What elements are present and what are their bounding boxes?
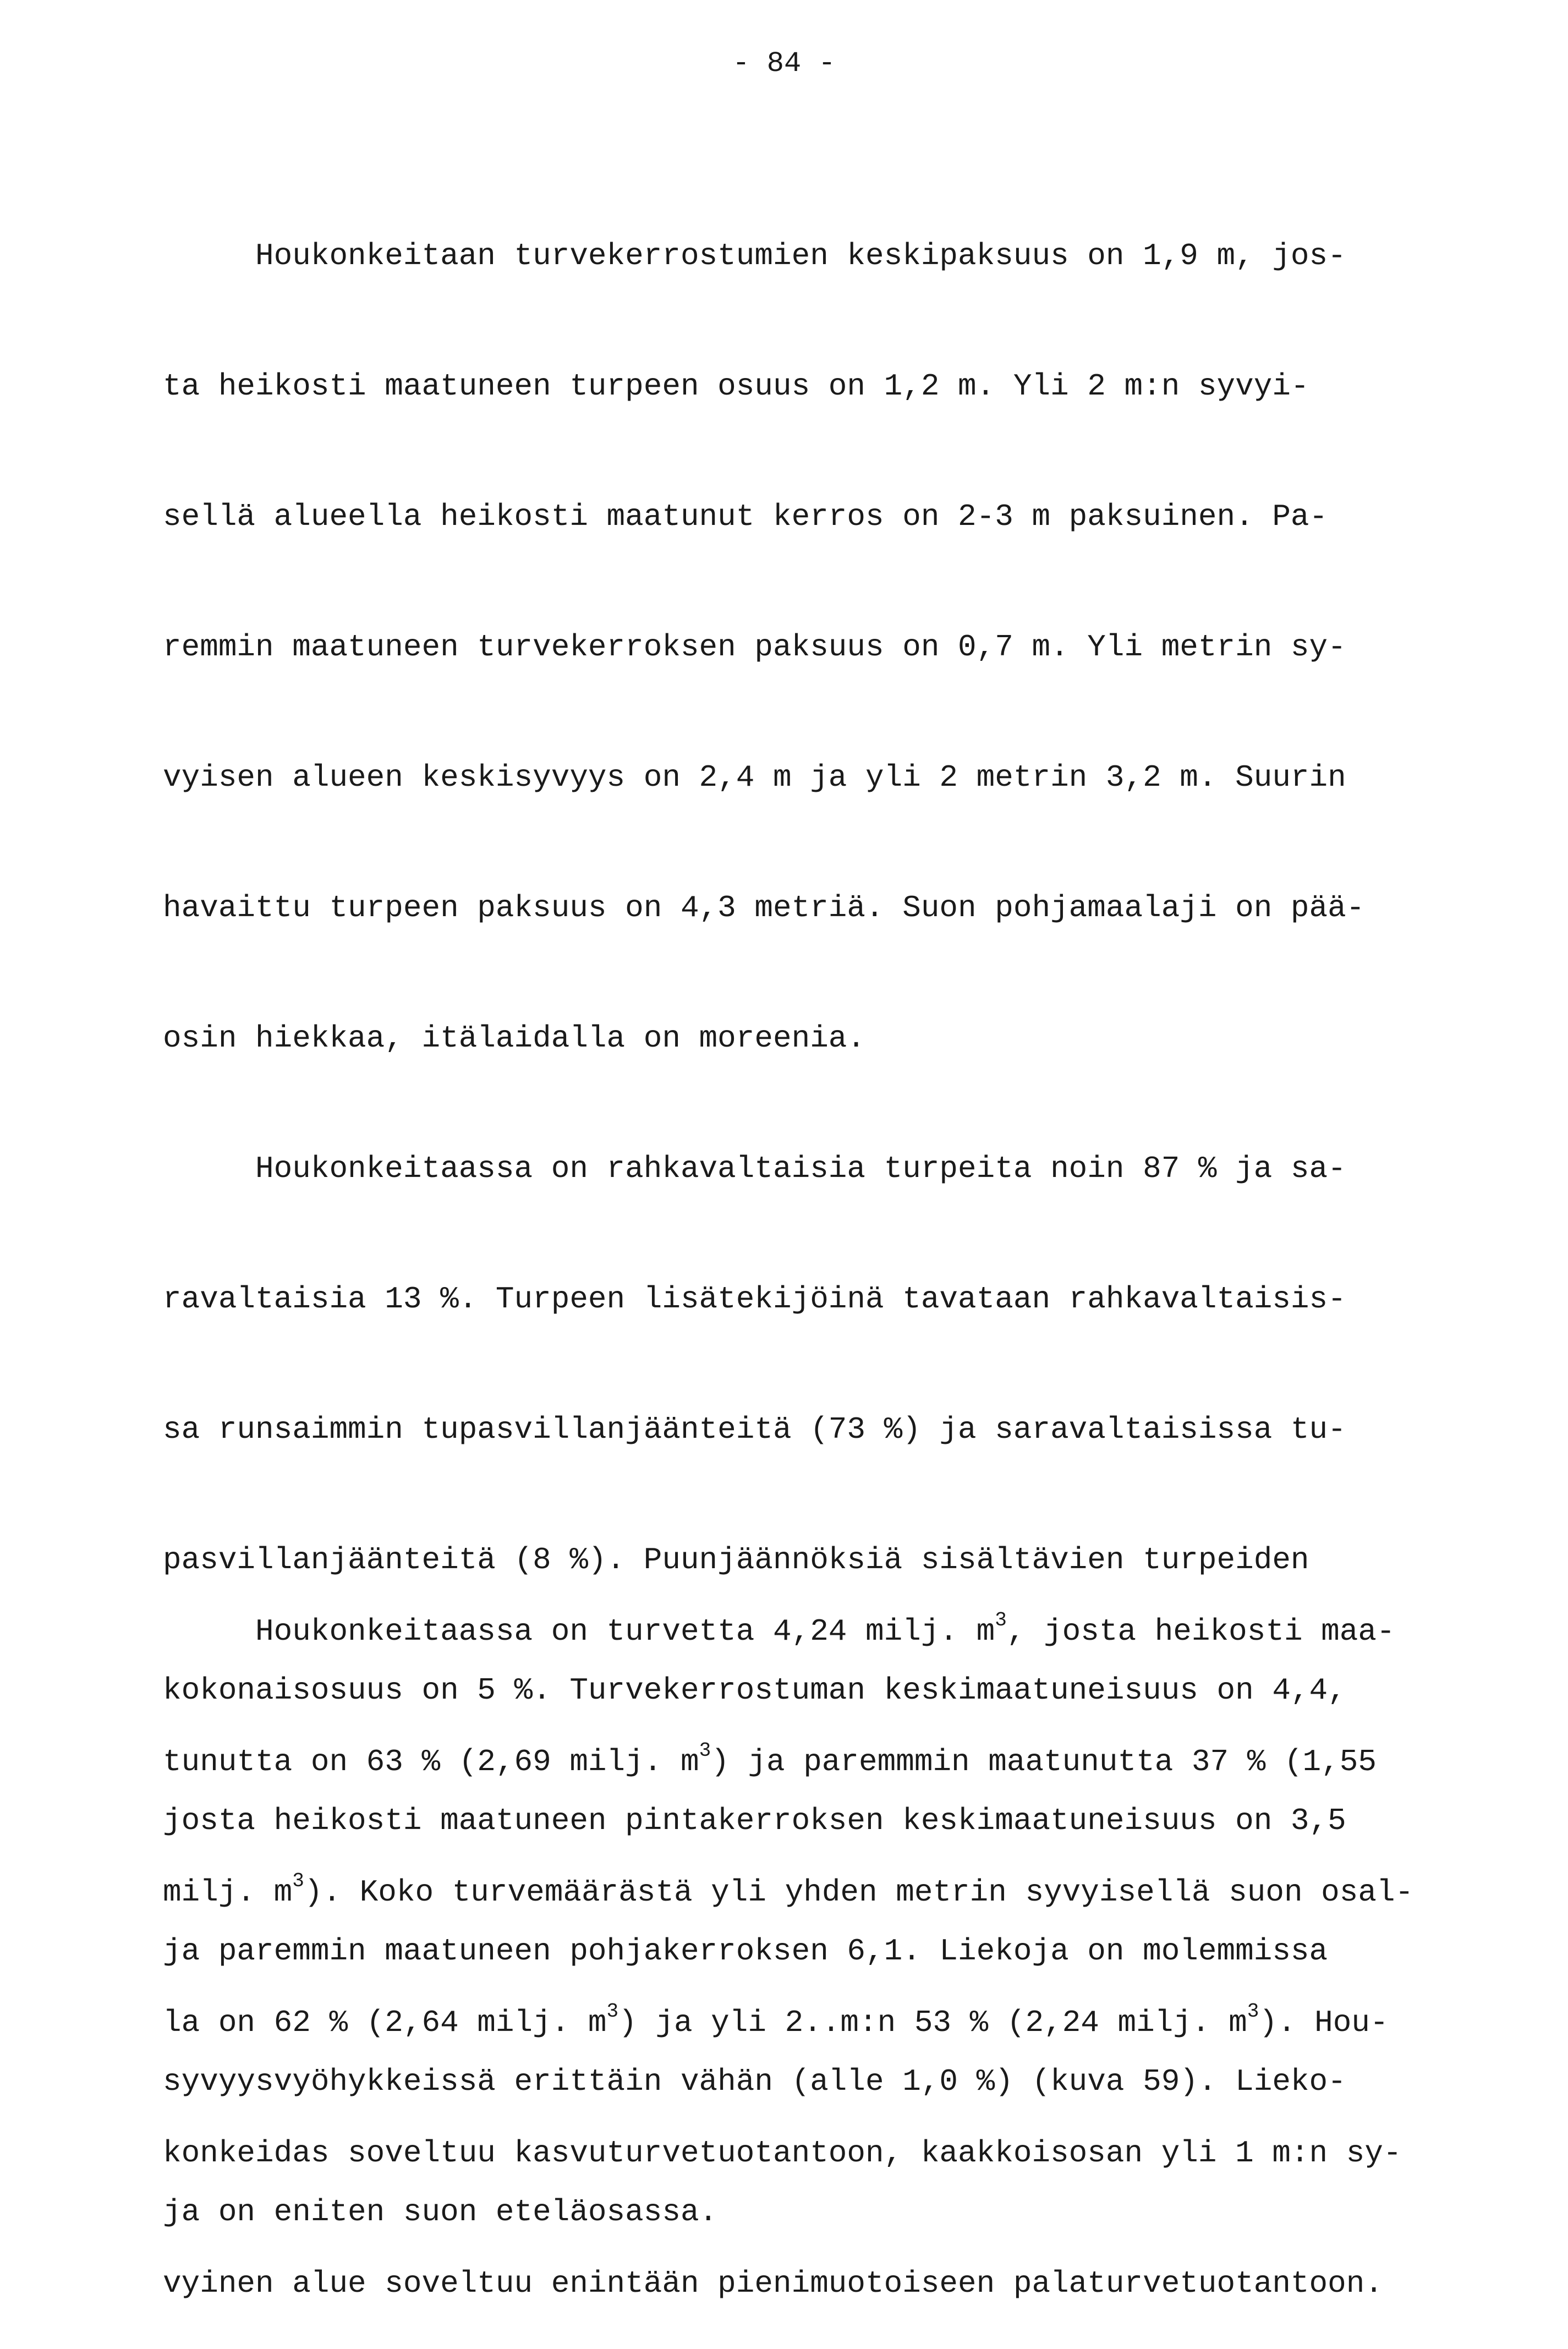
text-line: josta heikosti maatuneen pintakerroksen keskimaatuneisuus on 3,5 xyxy=(163,1803,1346,1838)
text-line: vyinen alue soveltuu enintään pienimuotoiseen palaturvetuotantoon. xyxy=(163,2266,1383,2301)
text-line: remmin maatuneen turvekerroksen paksuus on 0,7 m. Yli metrin sy- xyxy=(163,629,1346,665)
text-line: kokonaisosuus on 5 %. Turvekerrostuman keskimaatuneisuus on 4,4, xyxy=(163,1673,1346,1708)
text-line: pasvillanjäänteitä (8 %). Puunjäännöksiä sisältävien turpeiden xyxy=(163,1542,1309,1578)
text-line: ja on eniten suon eteläosassa. xyxy=(163,2194,718,2230)
superscript: 3 xyxy=(699,1739,711,1762)
page-number: - 84 - xyxy=(732,47,836,80)
text-line: havaittu turpeen paksuus on 4,3 metriä. Suon pohjamaalaji on pää- xyxy=(163,890,1365,926)
text-line: vyisen alueen keskisyvyys on 2,4 m ja yli 2 metrin 3,2 m. Suurin xyxy=(163,760,1346,795)
text-segment: ). Hou- xyxy=(1259,2005,1389,2040)
superscript: 3 xyxy=(292,1870,304,1892)
text-segment: ) ja yli 2..m:n 53 % (2,24 milj. m xyxy=(618,2005,1247,2040)
text-line: ja paremmin maatuneen pohjakerroksen 6,1. Liekoja on molemmissa xyxy=(163,1934,1328,1969)
text-line: konkeidas soveltuu kasvuturvetuotantoon, kaakkoisosan yli 1 m:n sy- xyxy=(163,2136,1402,2171)
text-segment: Houkonkeitaassa on turvetta 4,24 milj. m xyxy=(163,1614,995,1649)
text-line: Houkonkeitaan turvekerrostumien keskipaksuus on 1,9 m, jos- xyxy=(163,238,1346,273)
text-line xyxy=(163,1610,1413,1653)
text-segment: ). Koko turvemäärästä yli yhden metrin syvyisellä suon osal- xyxy=(304,1875,1414,1910)
text-line xyxy=(163,1871,1413,1914)
text-line: osin hiekkaa, itälaidalla on moreenia. xyxy=(163,1021,866,1056)
text-line xyxy=(163,2001,1413,2045)
text-segment: la on 62 % (2,64 milj. m xyxy=(163,2005,607,2040)
text-line: sa runsaimmin tupasvillanjäänteitä (73 %) ja saravaltaisissa tu- xyxy=(163,1412,1346,1447)
text-segment: ) ja paremmmin maatunutta 37 % (1,55 xyxy=(711,1744,1377,1779)
superscript: 3 xyxy=(995,1609,1007,1631)
text-segment: milj. m xyxy=(163,1875,293,1910)
text-line: syvyysvyöhykkeissä erittäin vähän (alle 1,0 %) (kuva 59). Lieko- xyxy=(163,2064,1346,2099)
text-line: sellä alueella heikosti maatunut kerros on 2-3 m paksuinen. Pa- xyxy=(163,499,1328,534)
text-segment: tunutta on 63 % (2,69 milj. m xyxy=(163,1744,699,1779)
text-line: ravaltaisia 13 %. Turpeen lisätekijöinä tavataan rahkavaltaisis- xyxy=(163,1282,1346,1317)
text-line xyxy=(163,1740,1413,1784)
paragraph-peat-volume xyxy=(163,1523,1413,2349)
text-line: ta heikosti maatuneen turpeen osuus on 1,2 m. Yli 2 m:n syvyi- xyxy=(163,369,1309,404)
text-line: Houkonkeitaassa on rahkavaltaisia turpeita noin 87 % ja sa- xyxy=(163,1151,1346,1186)
superscript: 3 xyxy=(606,2000,619,2023)
text-segment: , josta heikosti maa- xyxy=(1006,1614,1395,1649)
superscript: 3 xyxy=(1247,2000,1259,2023)
